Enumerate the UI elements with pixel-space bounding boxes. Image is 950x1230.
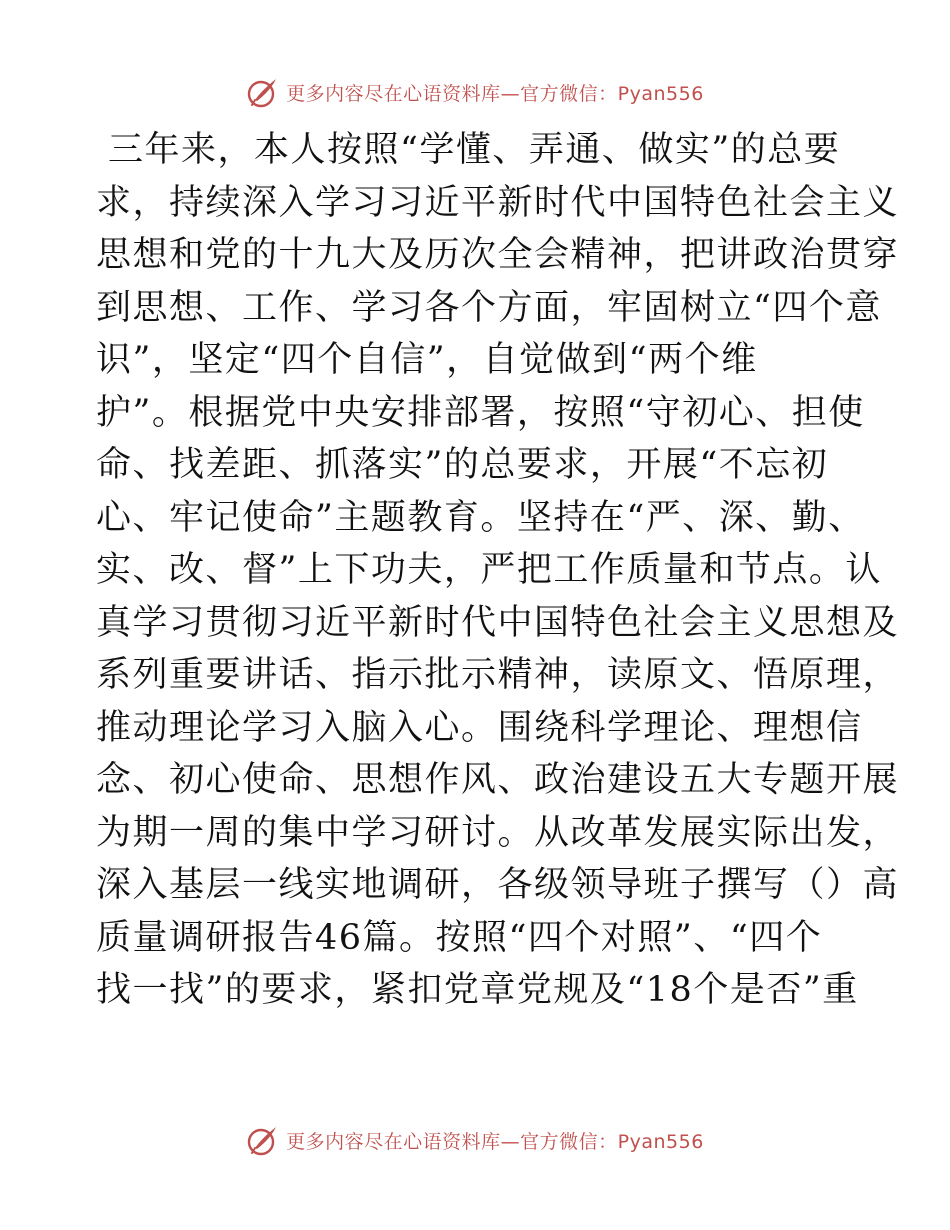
text-line: 护”。根据党中央安排部署，按照“守初心、担使 bbox=[96, 392, 865, 433]
text-line: 念、初心使命、思想作风、政治建设五大专题开展 bbox=[96, 760, 900, 800]
text-line: 找一找”的要求，紧扣党章党规及“18个是否”重 bbox=[96, 970, 859, 1010]
text-line: 命、找差距、抓落实”的总要求，开展“不忘初 bbox=[96, 445, 829, 485]
text-line: 识”，坚定“四个自信”，自觉做到“两个维 bbox=[96, 340, 758, 380]
text-line: 系列重要讲话、指示批示精神，读原文、悟原理， bbox=[96, 655, 900, 695]
text-line: 深入基层一线实地调研，各级领导班子撰写（）高 bbox=[96, 865, 900, 905]
text-line: 真学习贯彻习近平新时代中国特色社会主义思想及 bbox=[96, 602, 900, 643]
text-line: 心、牢记使命”主题教育。坚持在“严、深、勤、 bbox=[96, 497, 865, 538]
quill-logo-icon bbox=[246, 1123, 280, 1157]
text-line: 质量调研报告46篇。按照“四个对照”、“四个 bbox=[96, 917, 823, 958]
text-line: 思想和党的十九大及历次全会精神，把讲政治贯穿 bbox=[96, 235, 900, 275]
header-watermark-text: 更多内容尽在心语资料库—官方微信：Pyan556 bbox=[286, 82, 704, 105]
footer-watermark bbox=[0, 1120, 950, 1160]
body-paragraph bbox=[96, 124, 900, 1017]
header-watermark bbox=[0, 72, 950, 112]
footer-watermark-text: 更多内容尽在心语资料库—官方微信：Pyan556 bbox=[286, 1130, 704, 1153]
text-line: 实、改、督”上下功夫，严把工作质量和节点。认 bbox=[96, 550, 882, 590]
text-line: 三年来，本人按照“学懂、弄通、做实”的总要 bbox=[108, 130, 841, 170]
text-line: 推动理论学习入脑入心。围绕科学理论、理想信 bbox=[96, 707, 863, 748]
text-line: 到思想、工作、学习各个方面，牢固树立“四个意 bbox=[96, 287, 882, 328]
text-line: 为期一周的集中学习研讨。从改革发展实际出发， bbox=[96, 812, 900, 853]
quill-logo-icon bbox=[246, 75, 280, 109]
text-line: 求，持续深入学习习近平新时代中国特色社会主义 bbox=[96, 182, 900, 223]
